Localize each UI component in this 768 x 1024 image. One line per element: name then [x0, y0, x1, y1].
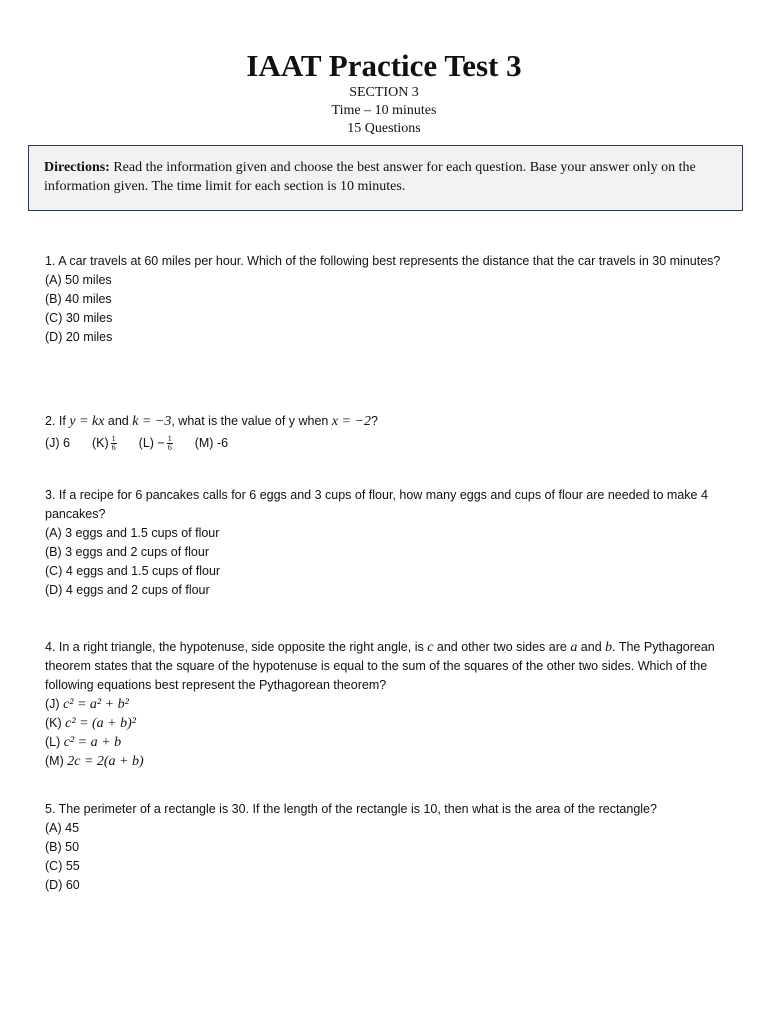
question-5-option-b: (B) 50: [45, 840, 80, 854]
question-2-stem: [45, 412, 725, 431]
equation-option-m: 2c = 2(a + b): [67, 754, 144, 769]
header: [0, 48, 768, 138]
fraction-denominator: 6: [111, 442, 116, 452]
equation-option-l: c² = a + b: [63, 735, 122, 750]
question-2-option-m: (M) -6: [194, 435, 229, 450]
fraction-one-sixth: [111, 435, 117, 452]
fraction-one-sixth: [167, 435, 173, 452]
equation-option-k: c² = (a + b)²: [65, 716, 136, 731]
question-3: [45, 486, 725, 600]
directions-box: [28, 145, 743, 211]
question-1-option-c: (C) 30 miles: [45, 311, 113, 325]
variable-c: c: [427, 640, 434, 655]
question-2-options: [45, 431, 725, 455]
question-3-stem: 3. If a recipe for 6 pancakes calls for 6 eggs and 3 cups of flour, how many eggs and cups of flour are needed to make 4 pancakes?: [45, 488, 708, 521]
page-title: IAAT Practice Test 3: [246, 48, 522, 83]
section-label: SECTION 3: [349, 85, 419, 100]
equation-option-j: c² = a² + b²: [63, 697, 129, 712]
question-1-option-b: (B) 40 miles: [45, 292, 112, 306]
question-4-stem: [45, 638, 725, 695]
question-1-option-d: (D) 20 miles: [45, 330, 113, 344]
option-l-label: (L): [45, 735, 61, 749]
question-1: [45, 252, 725, 347]
question-5-option-c: (C) 55: [45, 859, 80, 873]
fraction-numerator: 1: [167, 433, 172, 443]
question-4-text-d: . The Pythagorean theorem states that the square of the hypotenuse is equal to the sum of the squares of the other two sides. Which of the following equations best represent the Pythagorean theorem?: [45, 640, 715, 692]
question-4-option-k: [45, 714, 725, 733]
question-2-text-b: and: [104, 414, 133, 428]
question-4-text-c: and: [577, 640, 606, 654]
directions-text: Read the information given and choose the best answer for each question. Base your answer only on the information given. The time limit for each section is 10 minutes.: [44, 160, 696, 194]
question-3-option-c: (C) 4 eggs and 1.5 cups of flour: [45, 564, 221, 578]
question-4-text-a: 4. In a right triangle, the hypotenuse, side opposite the right angle, is: [45, 640, 428, 654]
questions-count: 15 Questions: [347, 121, 421, 136]
question-4: [45, 638, 725, 771]
question-2-option-k: [92, 434, 117, 453]
option-m-label: (M): [45, 754, 64, 768]
question-2: [45, 412, 725, 455]
equation-x: x = −2: [331, 414, 371, 429]
question-2-option-l-label: (L) −: [138, 435, 165, 450]
equation-y-kx: y = kx: [69, 414, 105, 429]
option-k-label: (K): [45, 716, 62, 730]
option-j-label: (J): [45, 697, 60, 711]
question-5: [45, 800, 725, 895]
fraction-denominator: 6: [167, 442, 172, 452]
question-3-option-b: (B) 3 eggs and 2 cups of flour: [45, 545, 209, 559]
question-4-option-j: [45, 695, 725, 714]
question-2-option-k-label: (K): [92, 435, 109, 450]
question-1-option-a: (A) 50 miles: [45, 273, 112, 287]
time-label: Time – 10 minutes: [331, 103, 437, 118]
question-3-option-d: (D) 4 eggs and 2 cups of flour: [45, 583, 210, 597]
variable-a: a: [570, 640, 578, 655]
question-2-text-a: 2. If: [45, 414, 70, 428]
question-1-stem: 1. A car travels at 60 miles per hour. Which of the following best represents the distance that the car travels in 30 minutes?: [45, 254, 721, 268]
question-3-option-a: (A) 3 eggs and 1.5 cups of flour: [45, 526, 220, 540]
equation-k: k = −3: [132, 414, 172, 429]
question-2-option-l: [139, 434, 173, 453]
question-4-option-l: [45, 733, 725, 752]
question-2-option-j: (J) 6: [45, 435, 70, 450]
fraction-numerator: 1: [111, 433, 116, 443]
directions-label: Directions:: [44, 160, 110, 175]
question-4-option-m: [45, 752, 725, 771]
variable-b: b: [605, 640, 613, 655]
question-5-option-d: (D) 60: [45, 878, 80, 892]
question-5-stem: 5. The perimeter of a rectangle is 30. If the length of the rectangle is 10, then what is the area of the rectangle?: [45, 802, 657, 816]
question-4-text-b: and other two sides are: [433, 640, 571, 654]
question-2-text-d: ?: [370, 414, 378, 428]
question-2-text-c: , what is the value of y when: [171, 414, 332, 428]
question-5-option-a: (A) 45: [45, 821, 80, 835]
